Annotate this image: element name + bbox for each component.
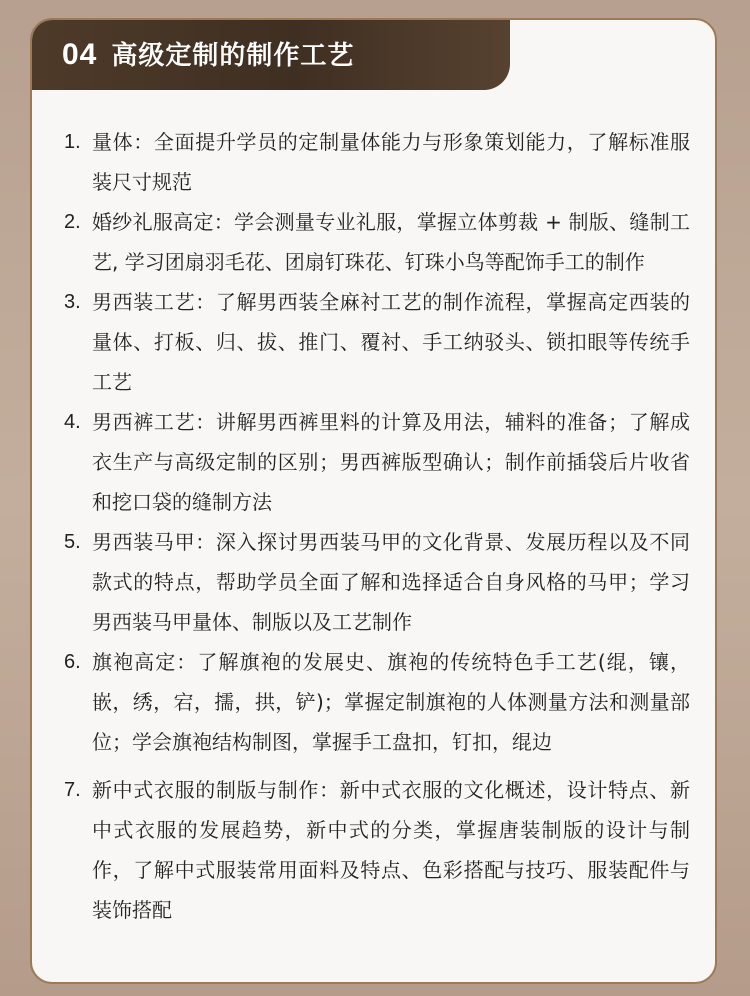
list-item xyxy=(64,770,690,930)
item-text: 男西装工艺：了解男西装全麻衬工艺的制作流程，掌握高定西装的量体、打板、归、拔、推门、覆衬、手工纳驳头、锁扣眼等传统手工艺 xyxy=(92,290,690,394)
list-item xyxy=(64,402,690,522)
item-index: 6. xyxy=(64,651,81,673)
list-item xyxy=(64,522,690,642)
list-item xyxy=(64,282,690,402)
item-text: 新中式衣服的制版与制作：新中式衣服的文化概述，设计特点、新中式衣服的发展趋势，新中式的分类，掌握唐装制版的设计与制作，了解中式服装常用面料及特点、色彩搭配与技巧、服装配件与装饰搭配 xyxy=(92,778,690,922)
section-title xyxy=(62,20,354,90)
item-text: 旗袍高定：了解旗袍的发展史、旗袍的传统特色手工艺(绲，镶，嵌，绣，宕，擩，拱，铲)；掌握定制旗袍的人体测量方法和测量部位；学会旗袍结构制图，掌握手工盘扣，钉扣，绲边 xyxy=(92,650,690,754)
list-item xyxy=(64,122,690,202)
item-index: 5. xyxy=(64,531,81,553)
item-index: 4. xyxy=(64,411,81,433)
item-text: 量体：全面提升学员的定制量体能力与形象策划能力，了解标准服装尺寸规范 xyxy=(92,130,690,194)
list-item xyxy=(64,202,690,282)
item-text: 男西装马甲：深入探讨男西装马甲的文化背景、发展历程以及不同款式的特点，帮助学员全面了解和选择适合自身风格的马甲；学习男西装马甲量体、制版以及工艺制作 xyxy=(92,530,690,634)
section-header xyxy=(32,20,510,90)
item-index: 2. xyxy=(64,211,81,233)
item-text: 男西裤工艺：讲解男西裤里料的计算及用法，辅料的准备；了解成衣生产与高级定制的区别；男西裤版型确认；制作前插袋后片收省和挖口袋的缝制方法 xyxy=(92,410,690,514)
section-number: 04 xyxy=(62,38,98,71)
section-title-text: 高级定制的制作工艺 xyxy=(111,41,355,71)
content-card xyxy=(30,18,717,984)
item-index: 7. xyxy=(64,779,81,801)
list-item xyxy=(64,642,690,762)
course-list xyxy=(64,122,690,930)
item-index: 1. xyxy=(64,131,81,153)
item-index: 3. xyxy=(64,291,81,313)
item-text: 婚纱礼服高定：学会测量专业礼服，掌握立体剪裁 + 制版、缝制工艺, 学习团扇羽毛花、团扇钉珠花、钉珠小鸟等配饰手工的制作 xyxy=(92,210,690,274)
